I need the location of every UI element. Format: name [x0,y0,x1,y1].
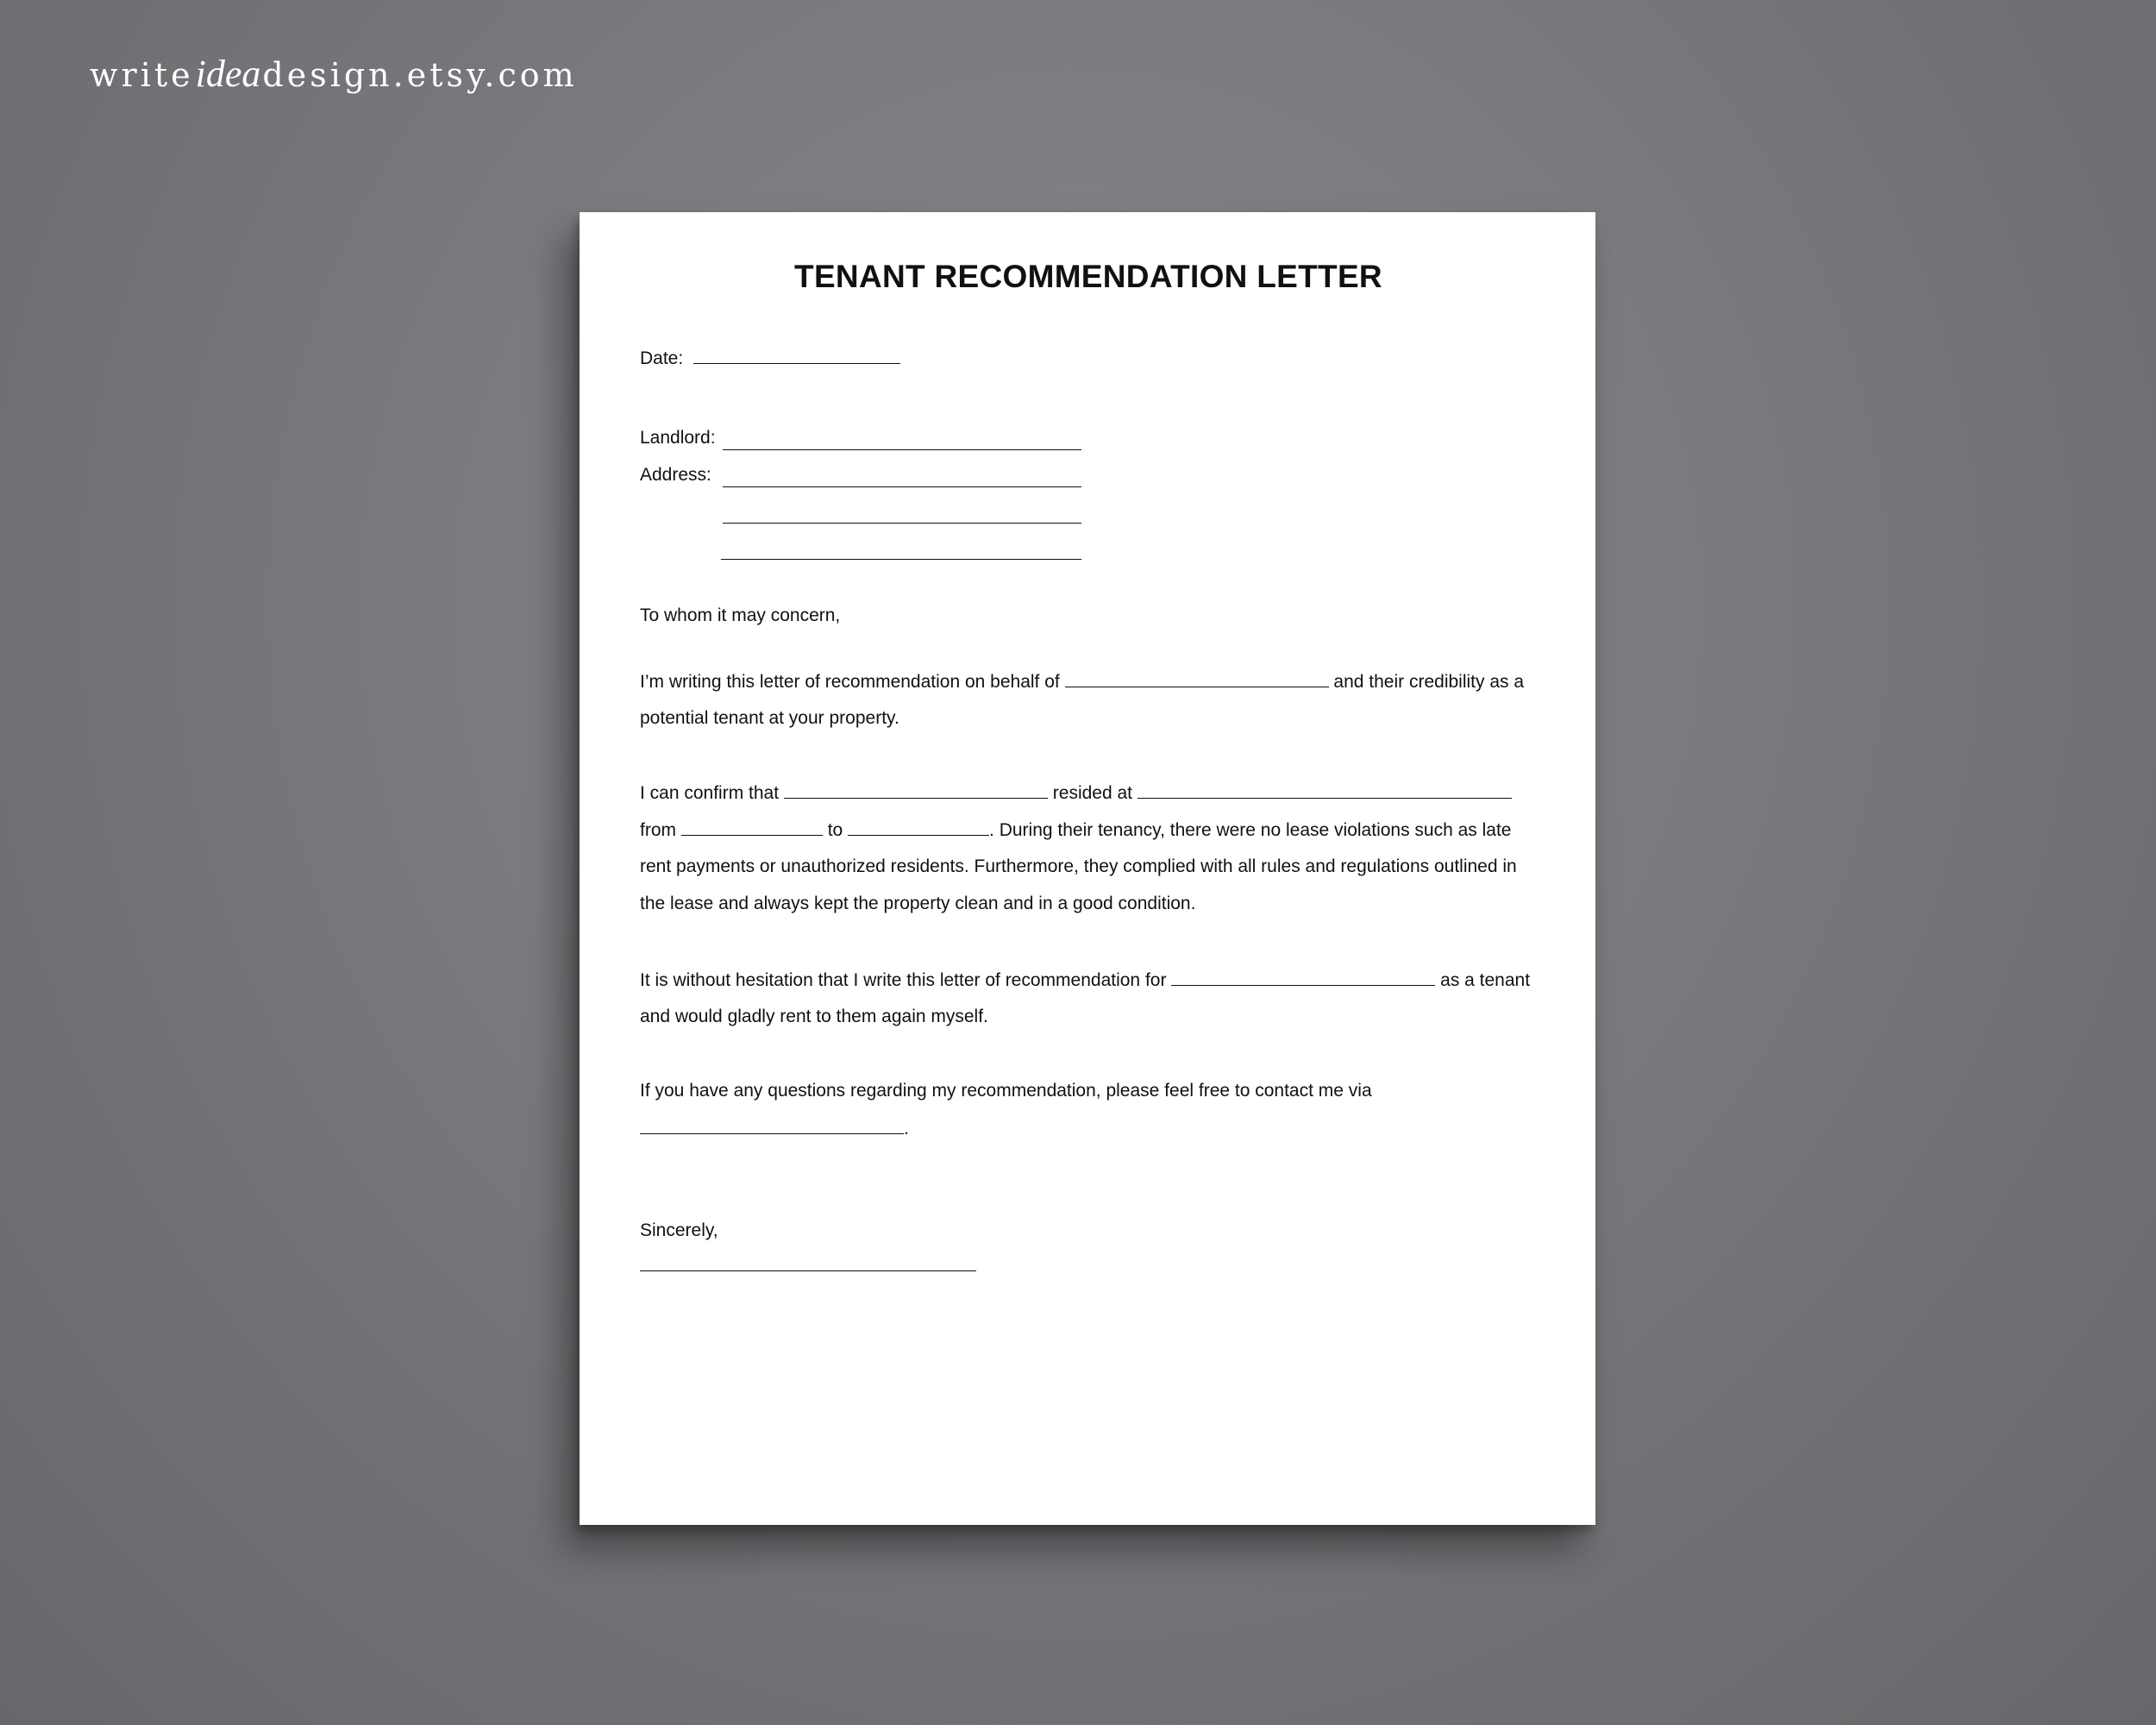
paragraph-3-line-2: and would gladly rent to them again myself. [640,1007,988,1026]
brand-suffix: design.etsy.com [262,56,578,94]
address-field-3[interactable] [721,559,1081,560]
paragraph-2-line-1 [640,782,1512,804]
address-field-2[interactable] [723,523,1081,524]
address-line [640,465,711,486]
address-field-1[interactable] [723,486,1081,487]
paragraph-3-line-1 [640,969,1530,991]
p3-text-b: as a tenant [1440,970,1531,990]
p1-text-b: and their credibility as a [1333,672,1525,692]
landlord-label: Landlord: [640,428,716,448]
p2-text-c: from [640,820,676,840]
tenant-name-field[interactable] [1065,671,1329,687]
p2-text-b: resided at [1052,783,1132,803]
p2-text-e: . During their tenancy, there were no lease violations such as late [989,820,1512,840]
paragraph-4-line-2 [640,1118,909,1139]
date-field[interactable] [693,348,900,364]
contact-field[interactable] [640,1118,904,1134]
signature-field[interactable] [640,1270,976,1271]
address-label: Address: [640,465,711,485]
p3-text-a: It is without hesitation that I write this letter of recommendation for [640,970,1167,990]
landlord-field[interactable] [723,449,1081,450]
paragraph-1-line-1 [640,671,1524,693]
p4-text-b: . [904,1119,909,1138]
letter-title: TENANT RECOMMENDATION LETTER [794,259,1382,294]
tenant-name-field-2[interactable] [784,782,1048,799]
date-line [640,348,900,369]
brand-prefix: write [90,56,194,94]
paragraph-2-line-3: rent payments or unauthorized residents. Furthermore, they complied with all rules and regulations outlined in [640,856,1517,876]
landlord-line [640,428,716,448]
tenant-name-field-3[interactable] [1171,969,1435,986]
closing: Sincerely, [640,1220,718,1240]
brand-watermark [90,52,578,96]
paragraph-1-line-2: potential tenant at your property. [640,708,899,728]
end-date-field[interactable] [848,819,989,836]
property-address-field[interactable] [1138,782,1512,799]
p1-text-a: I’m writing this letter of recommendation on behalf of [640,672,1060,692]
paragraph-2-line-4: the lease and always kept the property clean and in a good condition. [640,894,1196,913]
brand-script: idea [195,53,261,95]
start-date-field[interactable] [681,819,823,836]
salutation: To whom it may concern, [640,605,841,625]
paragraph-4-line-1: If you have any questions regarding my recommendation, please feel free to contact me via [640,1081,1372,1101]
paragraph-2-line-2 [640,819,1512,841]
date-label: Date: [640,348,684,368]
p2-text-a: I can confirm that [640,783,780,803]
p2-text-d: to [827,820,843,840]
